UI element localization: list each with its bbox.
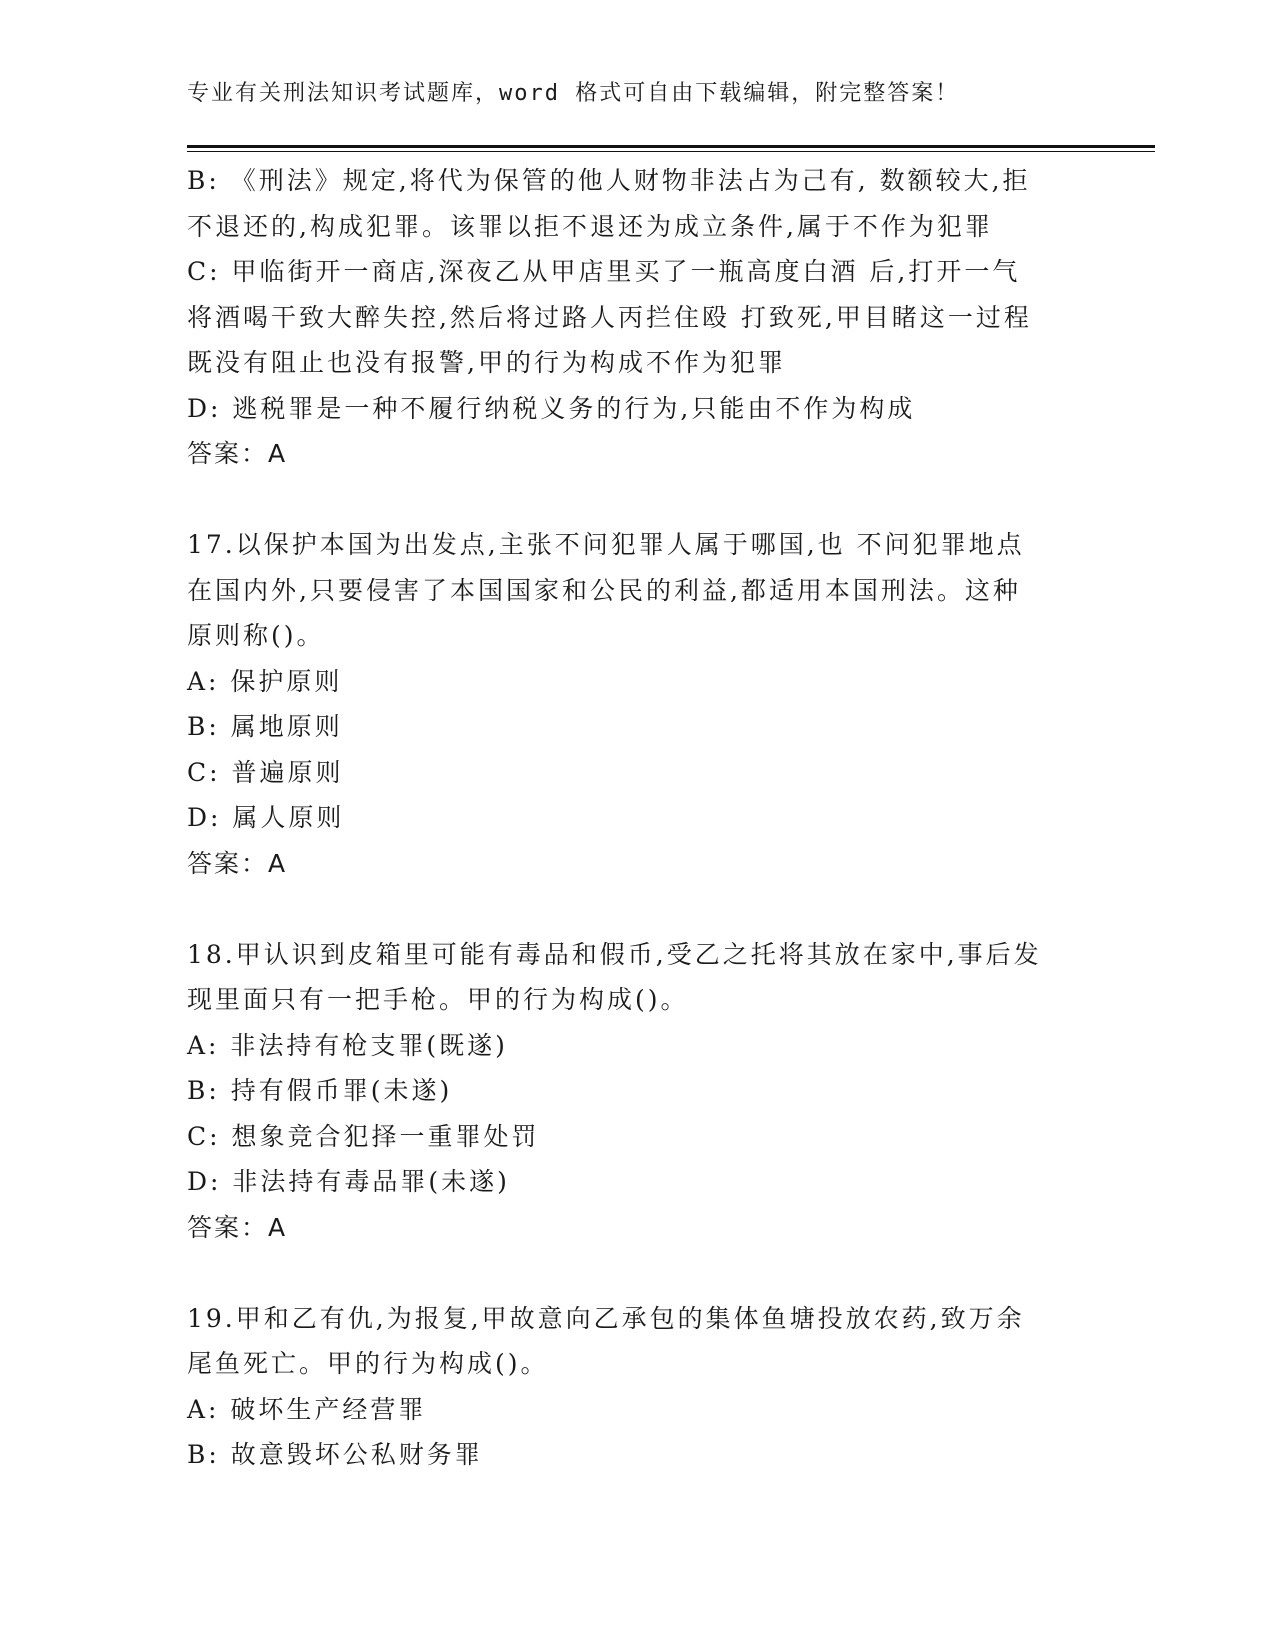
answer-line: 答案：A	[187, 848, 288, 878]
option-c-line: 既没有阻止也没有报警,甲的行为构成不作为犯罪	[187, 348, 786, 377]
question-stem-line: 17.以保护本国为出发点,主张不问犯罪人属于哪国,也 不问犯罪地点	[187, 530, 1025, 559]
answer-line: 答案：A	[187, 439, 288, 468]
exam-content	[187, 158, 1087, 1478]
option-c-line: 将酒喝干致大醉失控,然后将过路人丙拦住殴 打致死,甲目睹这一过程	[187, 302, 1032, 332]
question-spacer	[187, 477, 1087, 523]
question-stem-line: 19.甲和乙有仇,为报复,甲故意向乙承包的集体鱼塘投放农药,致万余	[187, 1303, 1025, 1333]
option-a: A: 破坏生产经营罪	[187, 1394, 427, 1424]
option-b: B: 持有假币罪(未遂)	[187, 1076, 453, 1105]
question-spacer	[187, 886, 1087, 932]
option-a: A: 保护原则	[187, 666, 343, 696]
option-b: B: 故意毁坏公私财务罪	[187, 1440, 483, 1469]
header-divider-thick	[187, 145, 1155, 148]
question-stem-line: 原则称()。	[187, 621, 325, 650]
option-b-line: 不退还的,构成犯罪。该罪以拒不退还为成立条件,属于不作为犯罪	[187, 211, 993, 241]
question-17	[187, 522, 1087, 886]
question-16-tail	[187, 158, 1087, 477]
option-b-line: B: 《刑法》规定,将代为保管的他人财物非法占为己有, 数额较大,拒	[187, 166, 1031, 195]
question-18	[187, 932, 1087, 1251]
question-stem-line: 现里面只有一把手枪。甲的行为构成()。	[187, 985, 689, 1014]
page-header-title: 专业有关刑法知识考试题库，word 格式可自由下载编辑，附完整答案！	[187, 81, 960, 106]
answer-line: 答案：A	[187, 1212, 288, 1242]
question-spacer	[187, 1250, 1087, 1296]
option-c: C: 想象竞合犯择一重罪处罚	[187, 1121, 540, 1151]
header-divider-thin	[187, 151, 1155, 152]
option-a: A: 非法持有枪支罪(既遂)	[187, 1030, 508, 1060]
option-c: C: 普遍原则	[187, 757, 344, 787]
question-stem-line: 在国内外,只要侵害了本国国家和公民的利益,都适用本国刑法。这种	[187, 575, 1021, 605]
option-d: D: 逃税罪是一种不履行纳税义务的行为,只能由不作为构成	[187, 393, 916, 423]
option-d: D: 非法持有毒品罪(未遂)	[187, 1167, 510, 1196]
question-19	[187, 1296, 1087, 1478]
option-c-line: C: 甲临街开一商店,深夜乙从甲店里买了一瓶高度白酒 后,打开一气	[187, 257, 1021, 286]
option-d: D: 属人原则	[187, 803, 345, 832]
question-stem-line: 尾鱼死亡。甲的行为构成()。	[187, 1349, 549, 1378]
option-b: B: 属地原则	[187, 712, 343, 741]
question-stem-line: 18.甲认识到皮箱里可能有毒品和假币,受乙之托将其放在家中,事后发	[187, 939, 1042, 969]
